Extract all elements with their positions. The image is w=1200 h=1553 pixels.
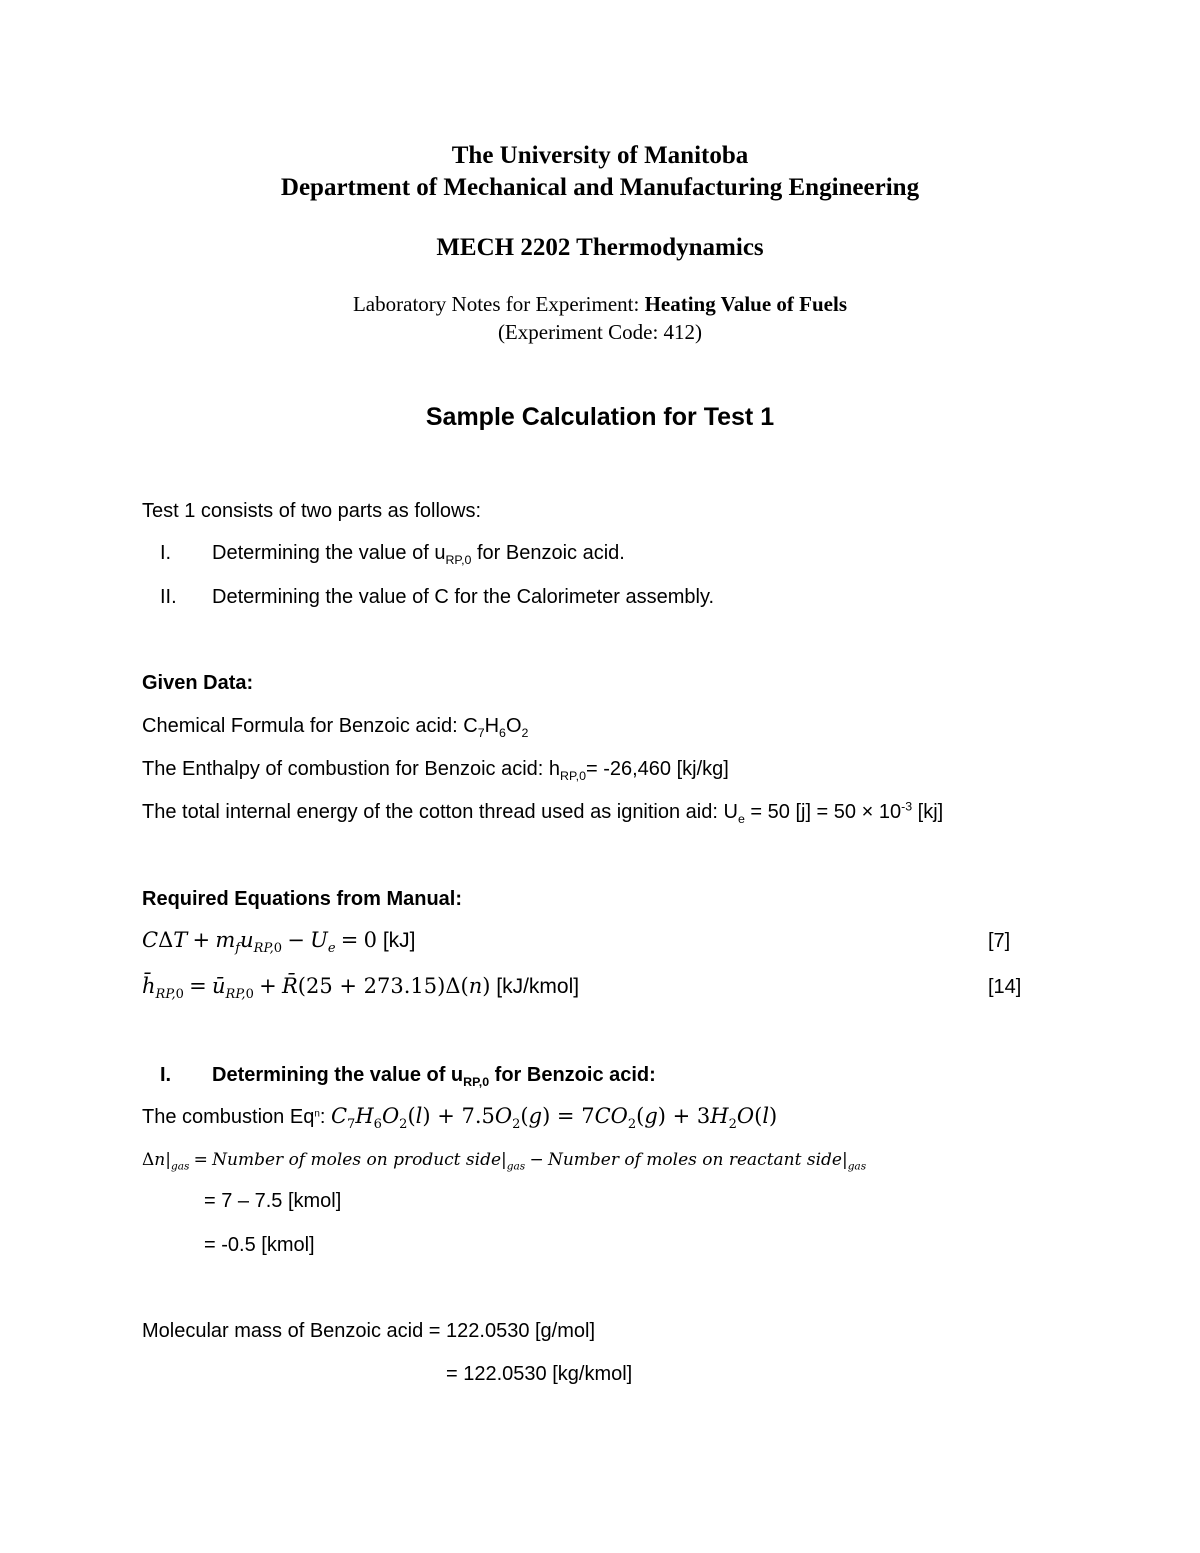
given-data-heading: Given Data:: [142, 672, 254, 694]
intro-item-1: Determining the value of $u_{RP,0}$ for Benzoic acid.: [212, 542, 625, 567]
internal-energy-line: The total internal energy of the cotton thread used as ignition aid: $U_e = 50$ $[j] = 50 \times 10^{-3}$ [kj]: [142, 799, 944, 826]
experiment-code: (Experiment Code: 412): [497, 320, 703, 344]
intro-item-2-num: II.: [160, 586, 177, 608]
course-title: MECH 2202 Thermodynamics: [436, 234, 764, 261]
part1-heading: Determining the value of $u_{RP,0}$ for Benzoic acid:: [212, 1064, 656, 1089]
chemical-formula-line: Chemical Formula for Benzoic acid: $C_7H_6O_2$: [142, 715, 529, 740]
delta-n-step-2: = -0.5 [kmol]: [204, 1234, 315, 1256]
delta-n-definition: $\Delta n|_{gas}$ = Number of moles on product $side|_{gas}$ − Number of moles on reactant $side|_{gas}$: [142, 1150, 867, 1173]
delta-n-step-1: = 7 – 7.5 [kmol]: [204, 1190, 342, 1212]
equation-7: $C\Delta T + m_fu_{RP,0} - U_e = 0$ [kJ]: [142, 928, 416, 957]
lab-notes-title: Heating Value of Fuels: [644, 292, 847, 316]
intro-text: Test 1 consists of two parts as follows:: [142, 500, 482, 522]
equation-14-number: [14]: [988, 976, 1022, 998]
benzoic-formula: $C_7H_6O_2$: [463, 715, 529, 740]
equations-heading: Required Equations from Manual:: [142, 888, 463, 910]
lab-notes-line: [0, 292, 1200, 317]
section-title: Sample Calculation for Test 1: [425, 403, 775, 431]
combustion-equation: $C_7H_6O_2(l) + 7.5O_2(g) = 7CO_2(g) + 3H_2O(l)$: [330, 1104, 778, 1133]
intro-item-2: Determining the value of C for the Calorimeter assembly.: [212, 586, 715, 608]
molecular-mass-line: Molecular mass of Benzoic acid = 122.0530 [g/mol]: [142, 1320, 596, 1342]
part1-number: I.: [160, 1064, 172, 1086]
enthalpy-line: The Enthalpy of combustion for Benzoic acid: $h_{RP,0}= -26,460$ [kj/kg]: [142, 758, 729, 783]
equation-14: $h̄_{RP,0}$ = $ū_{RP,0}$ + R̄(25 + 273.15)Δ(n) [kJ/kmol]: [142, 974, 580, 1003]
intro-item-1-num: I.: [160, 542, 172, 564]
university-name: The University of Manitoba: [451, 142, 749, 169]
combustion-equation-line: The combustion Eq$^n$: $C_7H_6O_2(l) + 7.5O_2(g) = 7CO_2(g) + 3H_2O(l)$: [142, 1104, 778, 1133]
equation-7-number: [7]: [988, 930, 1011, 952]
lab-notes-prefix: Laboratory Notes for Experiment:: [352, 292, 645, 316]
department-name: Department of Mechanical and Manufacturing Engineering: [280, 174, 920, 201]
molecular-mass-kg: = 122.0530 [kg/kmol]: [446, 1363, 633, 1385]
